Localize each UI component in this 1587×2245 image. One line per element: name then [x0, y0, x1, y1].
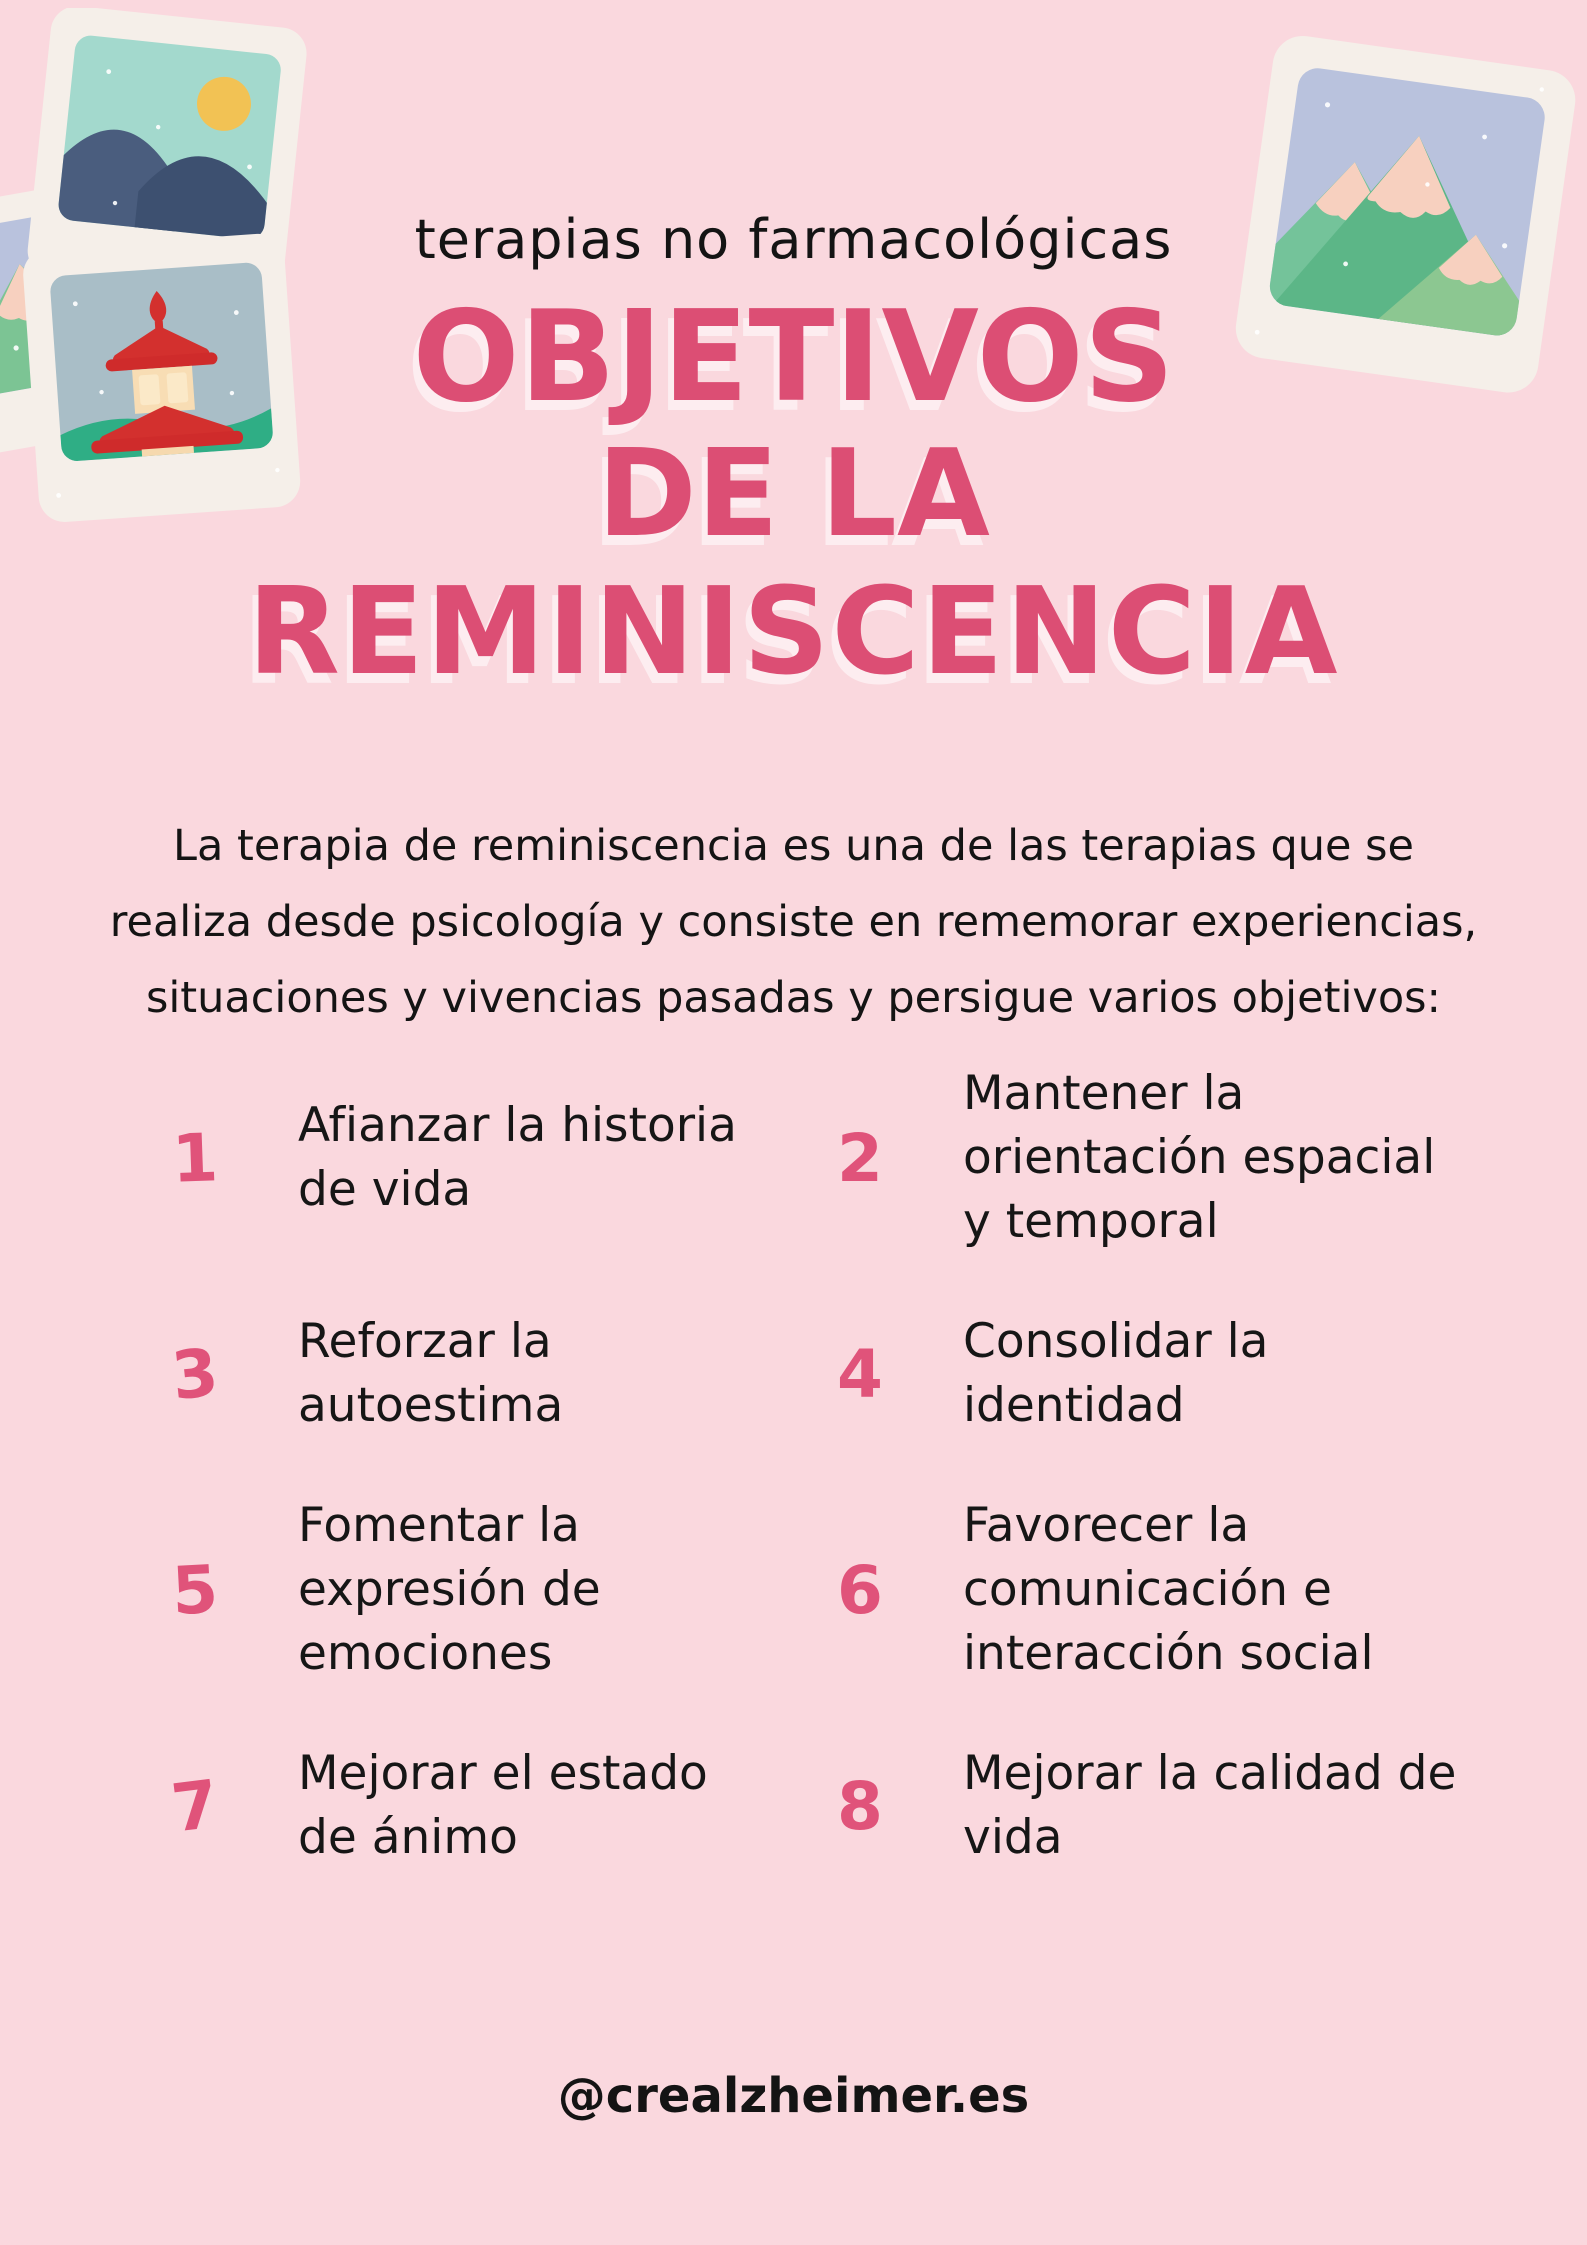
list-item	[805, 1494, 1460, 1686]
item-number: 6	[837, 1551, 883, 1629]
kicker-text: terapias no farmacológicas	[414, 208, 1173, 271]
intro-line-1: La terapia de reminiscencia es una de las terapias que se	[173, 821, 1414, 871]
list-item	[805, 1062, 1460, 1254]
list-item	[140, 1094, 805, 1222]
item-text: Mejorar la calidad de vida	[963, 1746, 1457, 1865]
intro-line-2: realiza desde psicología y consiste en rememorar experiencias,	[109, 897, 1478, 947]
item-text: Favorecer la comunicación e interacción social	[963, 1498, 1374, 1681]
item-text: Consolidar la identidad	[963, 1314, 1269, 1433]
item-number: 8	[837, 1767, 883, 1845]
item-text: Fomentar la expresión de emociones	[298, 1498, 601, 1681]
social-handle: @crealzheimer.es	[557, 2068, 1030, 2124]
item-text: Afianzar la historia de vida	[298, 1098, 737, 1217]
item-text: Mantener la orientación espacial y temporal	[963, 1066, 1436, 1249]
item-number: 2	[837, 1119, 883, 1197]
item-text: Reforzar la autoestima	[298, 1314, 564, 1433]
item-number: 4	[837, 1335, 883, 1413]
item-number: 3	[168, 1333, 222, 1415]
objectives-list	[140, 1062, 1460, 1870]
list-item	[805, 1742, 1460, 1870]
title-line-3: REMINISCENCIA	[247, 563, 1340, 702]
list-item	[140, 1494, 805, 1686]
title-line-2: DE LA	[597, 425, 990, 564]
item-number: 1	[170, 1118, 220, 1198]
list-item	[805, 1310, 1460, 1438]
list-item	[140, 1310, 805, 1438]
list-item	[140, 1742, 805, 1870]
intro-line-3: situaciones y vivencias pasadas y persigue varios objetivos:	[145, 973, 1442, 1023]
item-text: Mejorar el estado de ánimo	[298, 1746, 708, 1865]
item-number: 7	[167, 1764, 223, 1848]
page-title	[0, 283, 1587, 702]
item-number: 5	[170, 1550, 220, 1630]
intro-paragraph	[0, 808, 1587, 1036]
title-line-1: OBJETIVOS	[412, 283, 1175, 430]
